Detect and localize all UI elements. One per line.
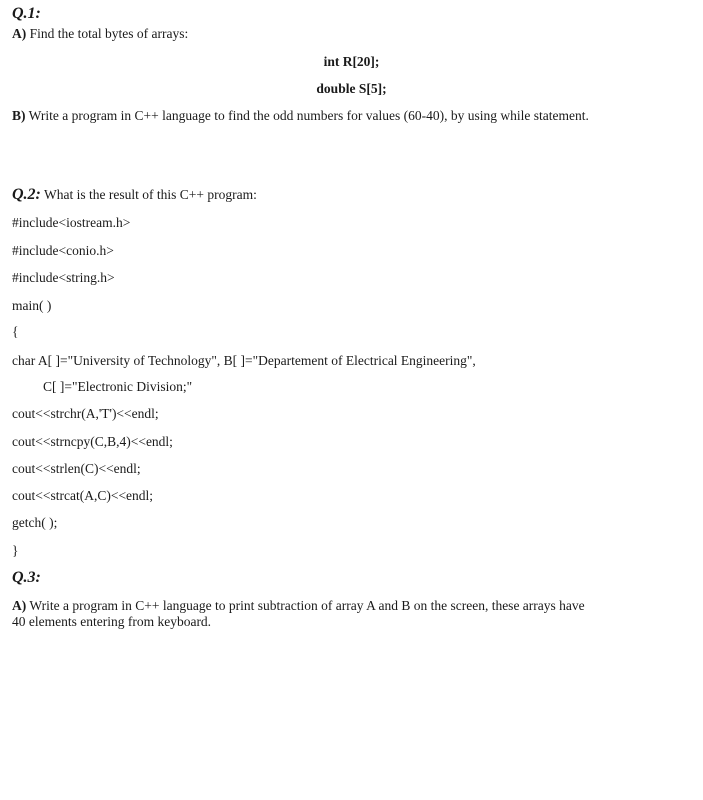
q2-intro	[12, 187, 257, 203]
code-line: cout<<strlen(C)<<endl;	[12, 461, 141, 476]
q2-text: What is the result of this C++ program:	[44, 187, 257, 202]
code-line: #include<conio.h>	[12, 243, 114, 258]
code-line: main( )	[12, 298, 52, 313]
code-line: char A[ ]="University of Technology", B[ ]="Departement of Electrical Engineering",	[12, 353, 476, 368]
q1-b-text: Write a program in C++ language to find the odd numbers for values (60-40), by using while statement.	[28, 108, 589, 123]
code-line: cout<<strncpy(C,B,4)<<endl;	[12, 434, 173, 449]
q1-a-text: Find the total bytes of arrays:	[29, 26, 189, 41]
code-line: {	[12, 324, 19, 339]
code-line: cout<<strcat(A,C)<<endl;	[12, 488, 154, 503]
q1-decl-int: int R[20];	[323, 54, 380, 69]
q2-heading: Q.2:	[12, 186, 41, 203]
code-line: #include<string.h>	[12, 270, 115, 285]
q1-a-label: A)	[12, 26, 27, 41]
code-line: C[ ]="Electronic Division;"	[43, 379, 193, 394]
q3-a-label: A)	[12, 598, 27, 613]
q1-b-label: B)	[12, 108, 26, 123]
q1-part-a	[12, 26, 188, 42]
code-line: }	[12, 543, 19, 558]
q3-heading: Q.3:	[12, 569, 41, 586]
q1-decl-double: double S[5];	[316, 81, 387, 96]
q1-part-b	[12, 108, 589, 124]
code-line: getch( );	[12, 515, 58, 530]
q3-part-a-line1	[12, 598, 585, 614]
q3-part-a-line2: 40 elements entering from keyboard.	[12, 614, 212, 629]
q1-heading: Q.1:	[12, 5, 41, 22]
q3-a-text: Write a program in C++ language to print subtraction of array A and B on the screen, these arrays have	[29, 598, 585, 613]
code-line: #include<iostream.h>	[12, 215, 131, 230]
code-line: cout<<strchr(A,'T')<<endl;	[12, 406, 159, 421]
